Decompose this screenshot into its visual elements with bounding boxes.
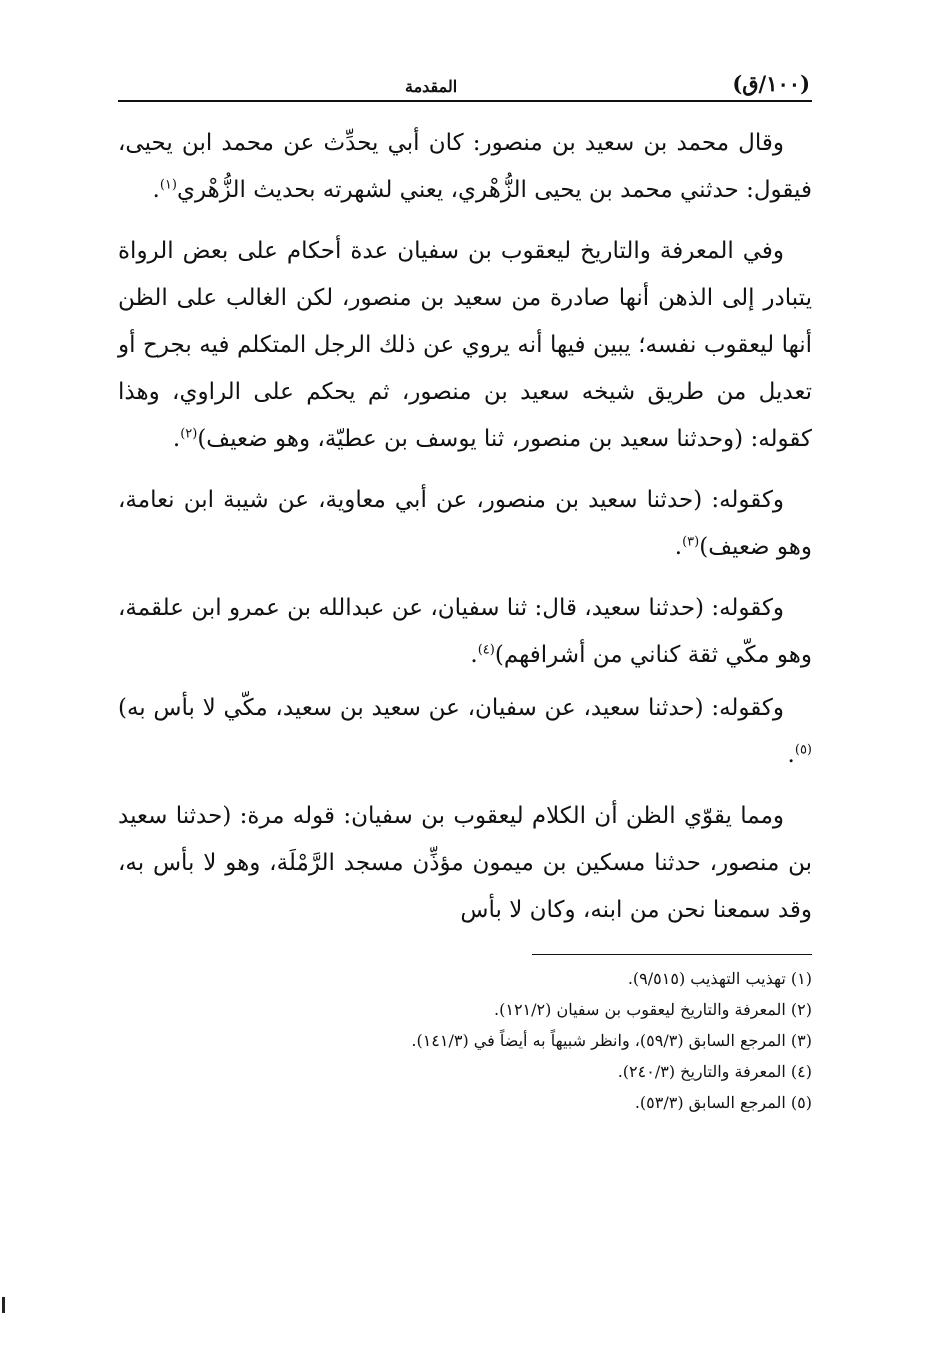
paragraph: وقال محمد بن سعيد بن منصور: كان أبي يحدِّث عن محمد ابن يحيى، فيقول: حدثني محمد بن يحيى الزُّهْري، يعني لشهرته بحديث الزُّهْري$^{(١)}$. bbox=[118, 130, 812, 203]
footnote-ref[interactable]: (٤) bbox=[477, 642, 495, 658]
paragraph: ومما يقوّي الظن أن الكلام ليعقوب بن سفيان: قوله مرة: (حدثنا سعيد بن منصور، حدثنا مسكين بن ميمون مؤذِّن مسجد الرَّمْلَة، وهو لا بأس به، وقد سمعنا نحن من ابنه، وكان لا بأس bbox=[118, 803, 812, 923]
footnote-item: (٥) المرجع السابق (٥٣/٣). bbox=[634, 1093, 812, 1112]
footnote-divider bbox=[532, 954, 812, 955]
scan-edge-mark bbox=[2, 1297, 5, 1313]
footnote-ref[interactable]: (١) bbox=[159, 177, 177, 193]
footnote-ref[interactable]: (٥) bbox=[794, 742, 812, 758]
book-page bbox=[118, 56, 812, 1118]
footnote-ref[interactable]: (٢) bbox=[180, 426, 198, 442]
footnote-item: (٢) المعرفة والتاريخ ليعقوب بن سفيان (١٢١/٢). bbox=[494, 1000, 812, 1019]
footnote-item: (٤) المعرفة والتاريخ (٢٤٠/٣). bbox=[617, 1062, 812, 1081]
footnote-ref[interactable]: (٣) bbox=[682, 534, 700, 550]
main-text bbox=[118, 120, 812, 934]
section-title: المقدمة bbox=[405, 77, 458, 96]
paragraph: وكقوله: (حدثنا سعيد، عن سفيان، عن سعيد بن سعيد، مكّي لا بأس به)$^{(٥)}$. bbox=[118, 695, 812, 768]
footnote-item: (١) تهذيب التهذيب (٩/٥١٥). bbox=[627, 969, 812, 988]
footnote-item: (٣) المرجع السابق (٥٩/٣)، وانظر شبيهاً به أيضاً في (١٤١/٣). bbox=[411, 1031, 812, 1050]
paragraph: وفي المعرفة والتاريخ ليعقوب بن سفيان عدة أحكام على بعض الرواة يتبادر إلى الذهن أنها صادرة من سعيد بن منصور، لكن الغالب على الظن أنها ليعقوب نفسه؛ يبين فيها أنه يروي عن ذلك الرجل المتكلم فيه بجرح أو تعديل من طريق شيخه سعيد بن منصور، ثم يحكم على الراوي، وهذا كقوله: (وحدثنا سعيد بن منصور، ثنا يوسف بن عطيّة، وهو ضعيف)$^{(٢)}$. bbox=[118, 238, 812, 452]
footnotes bbox=[118, 963, 812, 1118]
paragraph: وكقوله: (حدثنا سعيد بن منصور، عن أبي معاوية، عن شيبة ابن نعامة، وهو ضعيف)$^{(٣)}$. bbox=[118, 487, 812, 560]
page-header bbox=[118, 56, 812, 102]
page-number: (١٠٠/ق) bbox=[732, 71, 810, 96]
paragraph: وكقوله: (حدثنا سعيد، قال: ثنا سفيان، عن عبدالله بن عمرو ابن علقمة، وهو مكّي ثقة كناني من أشرافهم)$^{(٤)}$. bbox=[118, 595, 812, 668]
